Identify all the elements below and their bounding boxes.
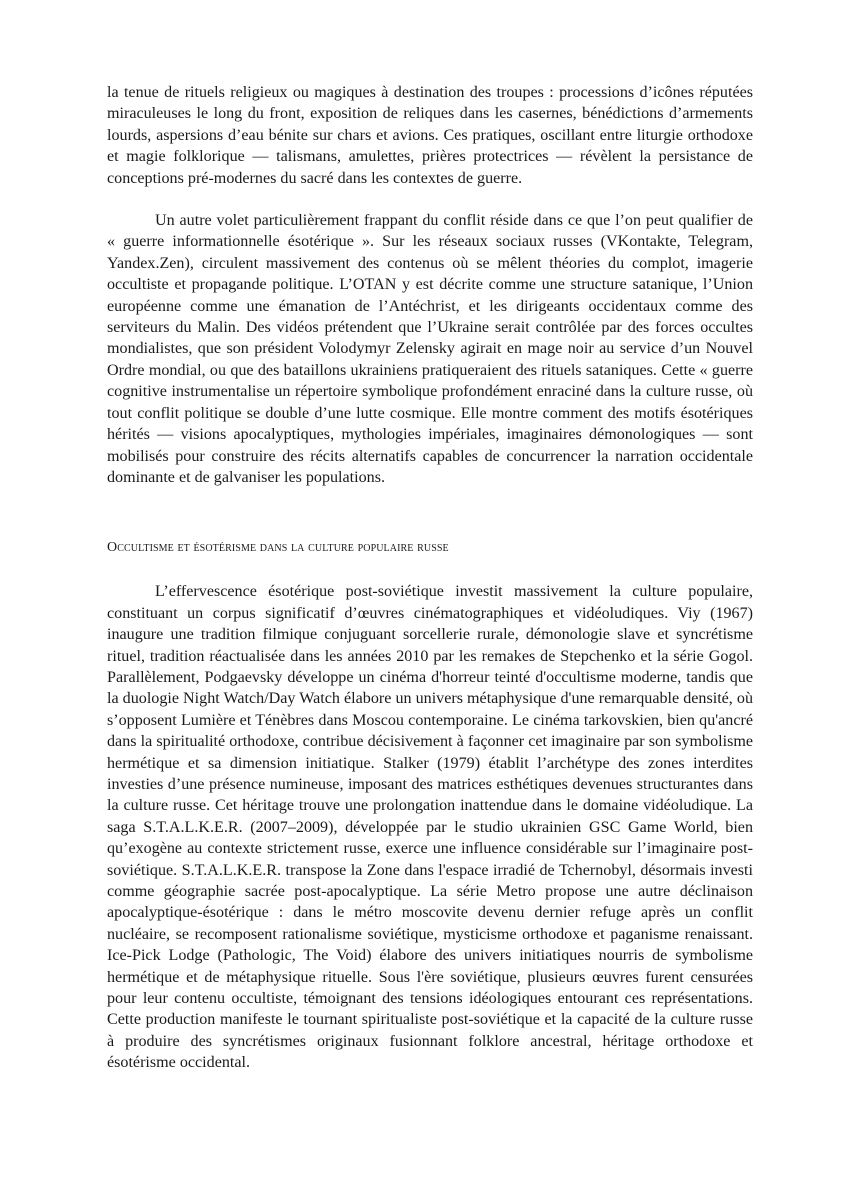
body-paragraph: la tenue de rituels religieux ou magiques à destination des troupes : processions d’icônes réputées miraculeuses le long du front, exposition de reliques dans les casernes, bénédictions d’armements lourds, aspersions d’eau bénite sur chars et avions. Ces pratiques, oscillant entre liturgie orthodoxe et magie folklorique — talismans, amulettes, prières protectrices — révèlent la persistance de conceptions pré-modernes du sacré dans les contextes de guerre.: [107, 84, 753, 187]
body-paragraph: Un autre volet particulièrement frappant du conflit réside dans ce que l’on peut qualifier de « guerre informationnelle ésotérique ». Sur les réseaux sociaux russes (VKontakte, Telegram, Yandex.Zen), circulent massivement des contenus où se mêlent théories du complot, imagerie occultiste et propagande politique. L’OTAN y est décrite comme une structure satanique, l’Union européenne comme une émanation de l’Antéchrist, et les dirigeants occidentaux comme des serviteurs du Malin. Des vidéos prétendent que l’Ukraine serait contrôlée par des forces occultes mondialistes, que son président Volodymyr Zelensky agirait en mage noir au service d’un Nouvel Ordre mondial, ou que des bataillons ukrainiens pratiqueraient des rituels sataniques. Cette « guerre cognitive instrumentalise un répertoire symbolique profondément enraciné dans la culture russe, où tout conflit politique se double d’une lutte cosmique. Elle montre comment des motifs ésotériques hérités — visions apocalyptiques, mythologies impériales, imaginaires démonologiques — sont mobilisés pour construire des récits alternatifs capables de concurrencer la narration occidentale dominante et de galvaniser les populations.: [107, 212, 753, 486]
body-paragraph: L’effervescence ésotérique post-soviétique investit massivement la culture populaire, constituant un corpus significatif d’œuvres cinématographiques et vidéoludiques. Viy (1967) inaugure une tradition filmique conjuguant sorcellerie rurale, démonologie slave et syncrétisme rituel, tradition réactualisée dans les années 2010 par les remakes de Stepchenko et la série Gogol. Parallèlement, Podgaevsky développe un cinéma d'horreur teinté d'occultisme moderne, tandis que la duologie Night Watch/Day Watch élabore un univers métaphysique d'une remarquable densité, où s’opposent Lumière et Ténèbres dans Moscou contemporaine. Le cinéma tarkovskien, bien qu'ancré dans la spiritualité orthodoxe, contribue décisivement à façonner cet imaginaire par son symbolisme hermétique et sa dimension initiatique. Stalker (1979) établit l’archétype des zones interdites investies d’une présence numineuse, imposant des matrices esthétiques devenues structurantes dans la culture russe. Cet héritage trouve une prolongation inattendue dans le domaine vidéoludique. La saga S.T.A.L.K.E.R. (2007–2009), développée par le studio ukrainien GSC Game World, bien qu’exogène au contexte strictement russe, exerce une influence considérable sur l’imaginaire post-soviétique. S.T.A.L.K.E.R. transpose la Zone dans l'espace irradié de Tchernobyl, désormais investi comme géographie sacrée post-apocalyptique. La série Metro propose une autre déclinaison apocalyptique-ésotérique : dans le métro moscovite devenu dernier refuge après un conflit nucléaire, se recomposent rationalisme soviétique, mysticisme orthodoxe et paganisme renaissant. Ice-Pick Lodge (Pathologic, The Void) élabore des univers initiatiques nourris de symbolisme hermétique et de métaphysique rituelle. Sous l'ère soviétique, plusieurs œuvres furent censurées pour leur contenu occultiste, témoignant des tensions idéologiques entourant ces représentations. Cette production manifeste le tournant spiritualiste post-soviétique et la capacité de la culture russe à produire des syncrétismes originaux fusionnant folklore ancestral, héritage orthodoxe et ésotérisme occidental.: [107, 583, 753, 1072]
section-heading: Occultisme et ésotérisme dans la culture populaire russe: [107, 540, 449, 556]
document-page: [107, 82, 753, 1074]
